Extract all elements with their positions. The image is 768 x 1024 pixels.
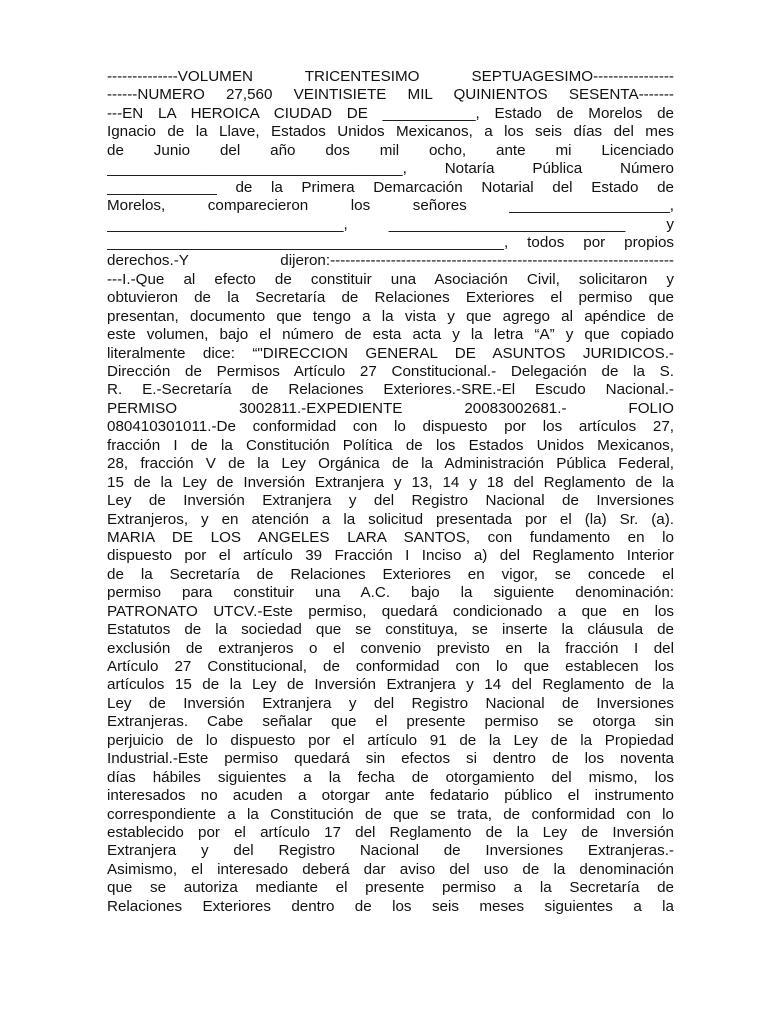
text-line-2: ------NUMERO 27,560 VEINTISIETE MIL QUINIENTOS SESENTA------- <box>107 86 674 104</box>
text-line-28: de la Secretaría de Relaciones Exteriores en vigor, se concede el <box>107 565 674 583</box>
text-line-14: presentan, documento que tengo a la vista y que agrego al apéndice de <box>107 307 674 325</box>
text-line-33: Artículo 27 Constitucional, de conformidad con lo que establecen los <box>107 658 674 675</box>
text-line-6: ___________________________________, Notaría Pública Número <box>107 160 674 178</box>
text-line-12: ---I.-Que al efecto de constituir una Asociación Civil, solicitaron y <box>107 270 674 288</box>
text-line-29: permiso para constituir una A.C. bajo la siguiente denominación: <box>107 584 674 602</box>
text-line-44: Asimismo, el interesado deberá dar aviso del uso de la denominación <box>107 860 674 878</box>
text-line-19: PERMISO 3002811.-EXPEDIENTE 20083002681.- FOLIO <box>107 399 674 417</box>
text-line-21: fracción I de la Constitución Política de los Estados Unidos Mexicanos, <box>107 436 674 454</box>
text-line-23: 15 de la Ley de Inversión Extranjera y 13, 14 y 18 del Reglamento de la <box>107 473 674 491</box>
text-line-32: exclusión de extranjeros o el convenio previsto en la fracción I del <box>107 639 674 657</box>
text-line-17: Dirección de Permisos Artículo 27 Constitucional.- Delegación de la S. <box>107 363 674 380</box>
text-line-20: 080410301011.-De conformidad con lo dispuesto por los artículos 27, <box>107 418 674 436</box>
text-line-26: MARIA DE LOS ANGELES LARA SANTOS, con fundamento en lo <box>107 528 674 546</box>
text-line-34: artículos 15 de la Ley de Inversión Extranjera y 14 del Reglamento de la <box>107 676 674 694</box>
text-line-38: Industrial.-Este permiso quedará sin efectos si dentro de los noventa <box>107 750 674 768</box>
text-line-18: R. E.-Secretaría de Relaciones Exteriores.-SRE.-El Escudo Nacional.- <box>107 381 674 399</box>
text-line-43: Extranjera y del Registro Nacional de Inversiones Extranjeras.- <box>107 842 674 860</box>
text-line-24: Ley de Inversión Extranjera y del Registro Nacional de Inversiones <box>107 492 674 510</box>
text-line-46: Relaciones Exteriores dentro de los seis meses siguientes a la <box>107 897 674 915</box>
text-line-36: Extranjeras. Cabe señalar que el presente permiso se otorga sin <box>107 713 674 731</box>
text-line-7: _____________ de la Primera Demarcación Notarial del Estado de <box>107 178 674 196</box>
document-body <box>107 68 674 916</box>
text-line-39: días hábiles siguientes a la fecha de otorgamiento del mismo, los <box>107 768 674 786</box>
text-line-5: de Junio del año dos mil ocho, ante mi Licenciado <box>107 141 674 159</box>
text-line-4: Ignacio de la Llave, Estados Unidos Mexicanos, a los seis días del mes <box>107 123 674 141</box>
text-line-42: establecido por el artículo 17 del Reglamento de la Ley de Inversión <box>107 823 674 841</box>
text-line-15: este volumen, bajo el número de esta acta y la letra “A” y que copiado <box>107 326 674 344</box>
text-line-13: obtuvieron de la Secretaría de Relaciones Exteriores el permiso que <box>107 289 674 307</box>
text-line-10: _______________________________________________, todos por propios <box>107 233 674 251</box>
text-line-35: Ley de Inversión Extranjera y del Registro Nacional de Inversiones <box>107 694 674 712</box>
text-line-31: Estatutos de la sociedad que se constituya, se inserte la cláusula de <box>107 621 674 639</box>
text-line-9: ____________________________, ____________________________ y <box>107 215 674 233</box>
text-line-30: PATRONATO UTCV.-Este permiso, quedará condicionado a que en los <box>107 602 674 620</box>
text-line-16: literalmente dice: “"DIRECCION GENERAL DE ASUNTOS JURIDICOS.- <box>107 344 674 362</box>
text-line-25: Extranjeros, y en atención a la solicitud presentada por el (la) Sr. (a). <box>107 510 674 528</box>
text-line-8: Morelos, comparecieron los señores ___________________, <box>107 197 674 215</box>
text-line-11: derechos.-Y dijeron:-------------------------------------------------------------------- <box>107 252 674 270</box>
text-line-1: --------------VOLUMEN TRICENTESIMO SEPTUAGESIMO---------------- <box>107 68 674 85</box>
text-line-37: perjuicio de lo dispuesto por el artículo 91 de la Ley de la Propiedad <box>107 731 674 749</box>
text-line-41: correspondiente a la Constitución de que se trata, de conformidad con lo <box>107 805 674 823</box>
text-line-3: ---EN LA HEROICA CIUDAD DE ___________, Estado de Morelos de <box>107 104 674 122</box>
text-line-45: que se autoriza mediante el presente permiso a la Secretaría de <box>107 879 674 897</box>
text-line-22: 28, fracción V de la Ley Orgánica de la Administración Pública Federal, <box>107 455 674 473</box>
text-line-27: dispuesto por el artículo 39 Fracción I Inciso a) del Reglamento Interior <box>107 547 674 565</box>
text-line-40: interesados no acuden a otorgar ante fedatario público el instrumento <box>107 787 674 805</box>
